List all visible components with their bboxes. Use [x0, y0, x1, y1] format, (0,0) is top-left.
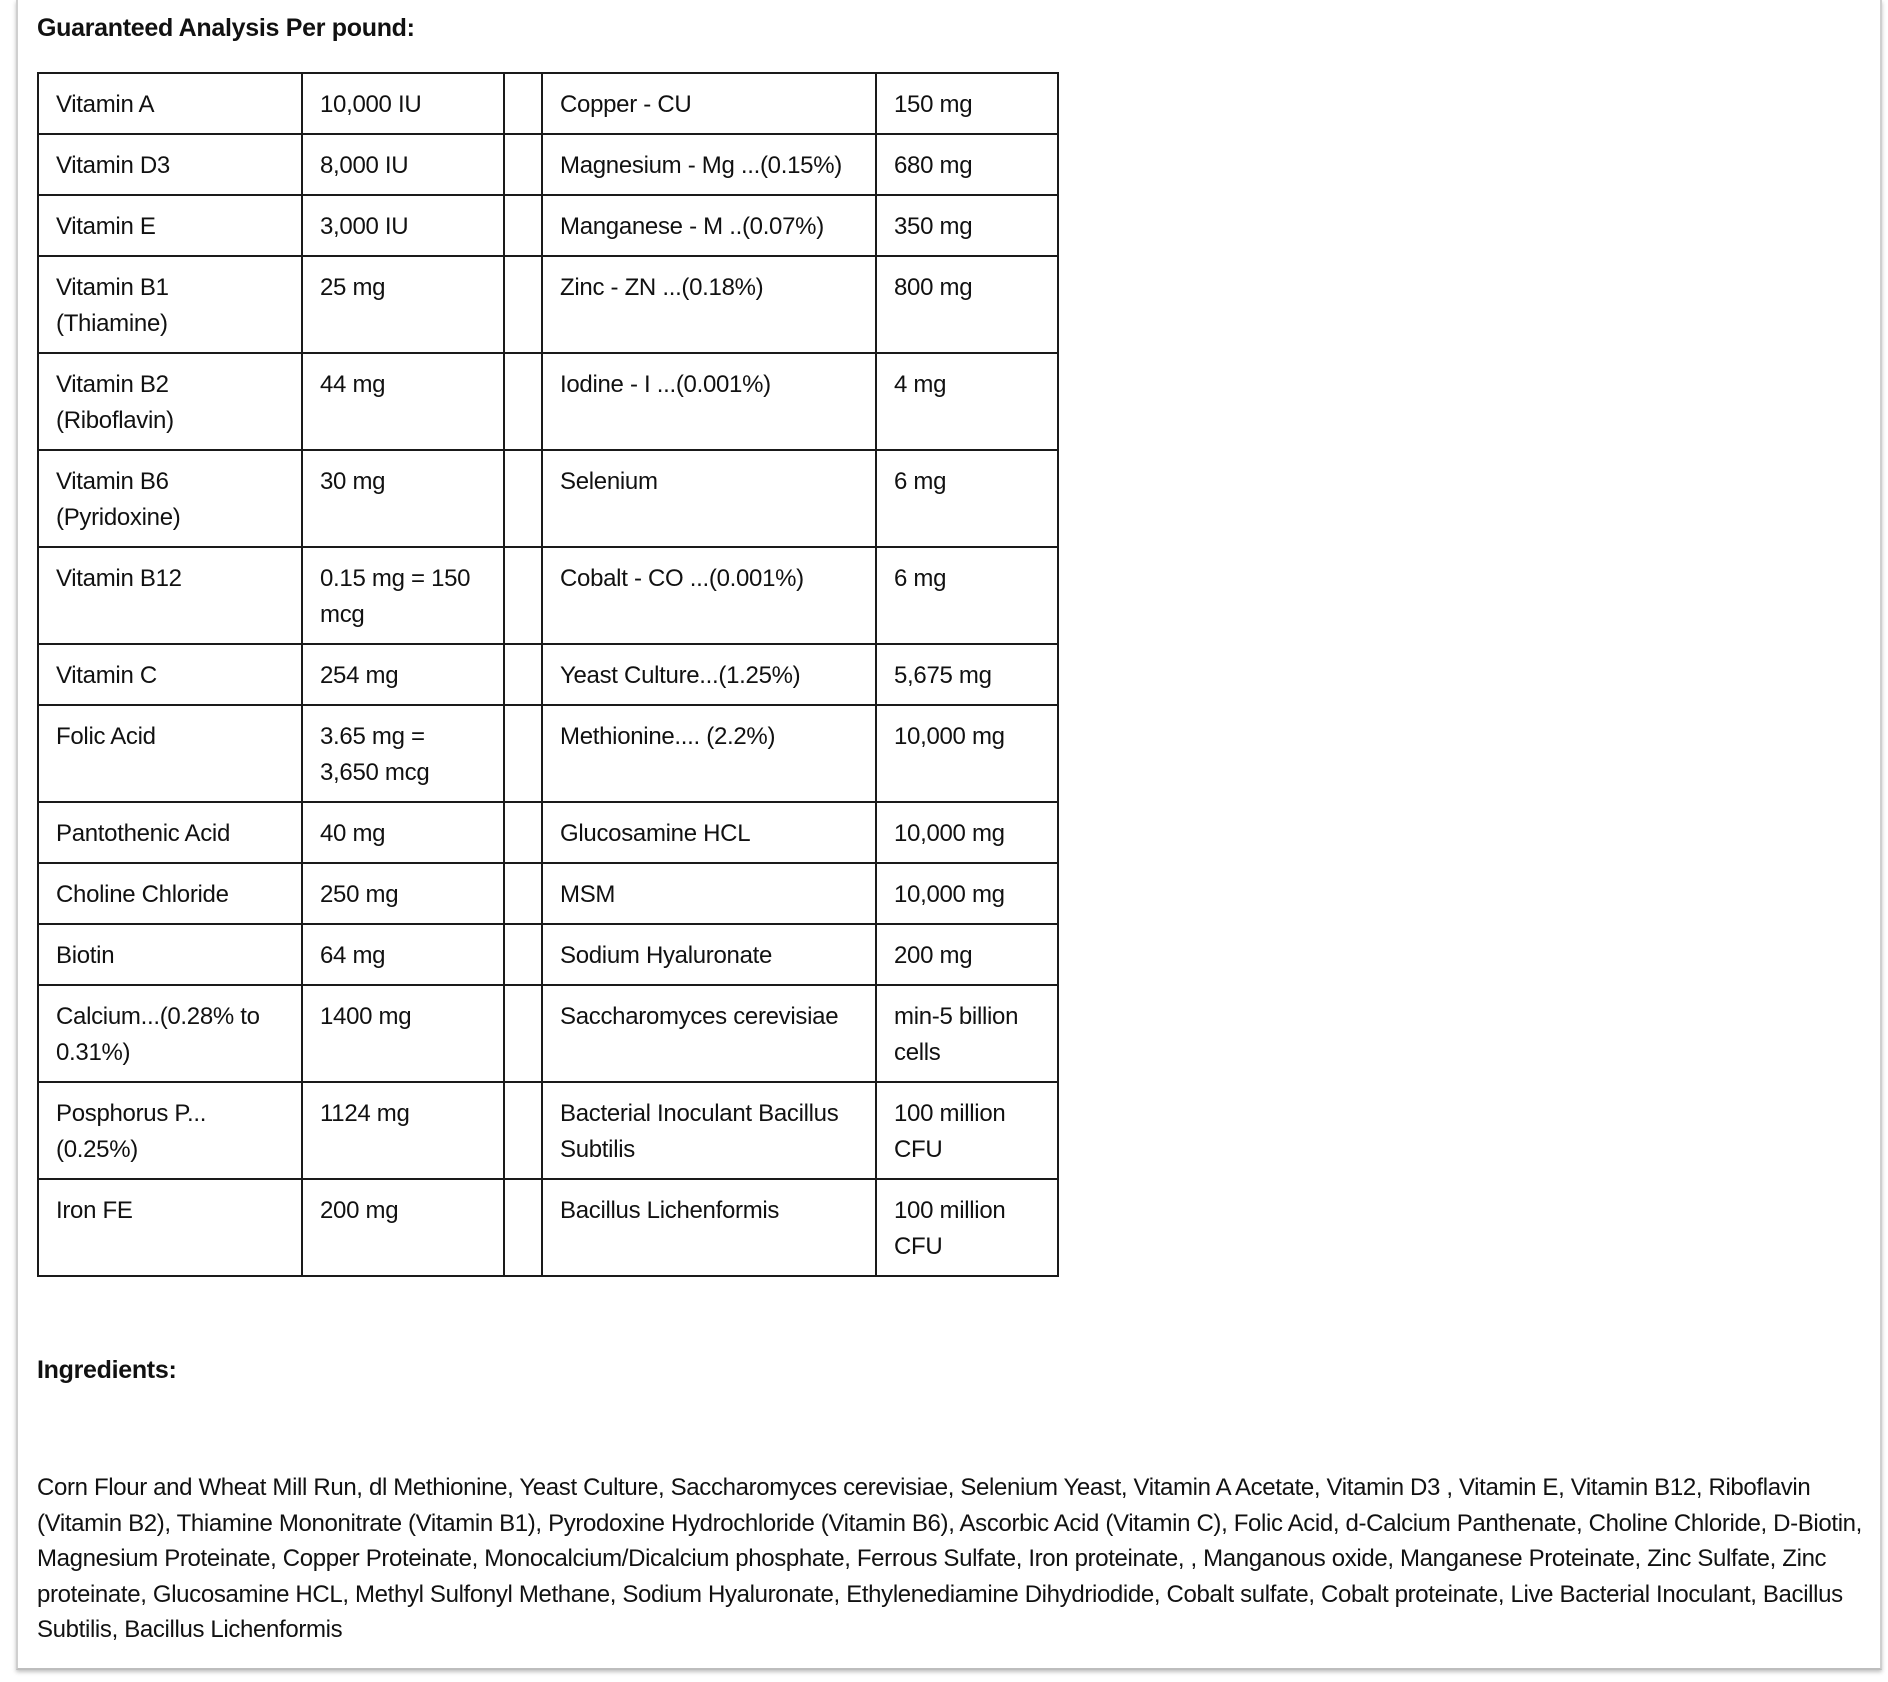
nutrient-amount: 6 mg	[876, 450, 1058, 547]
spacer-cell	[504, 134, 542, 195]
table-row	[38, 134, 1058, 195]
nutrient-name: Vitamin C	[38, 644, 302, 705]
analysis-title: Guaranteed Analysis Per pound:	[37, 14, 415, 42]
nutrient-amount: min-5 billion cells	[876, 985, 1058, 1082]
nutrient-amount: 250 mg	[302, 863, 504, 924]
spacer-cell	[504, 1082, 542, 1179]
table-row	[38, 1179, 1058, 1276]
ingredients-text: Corn Flour and Wheat Mill Run, dl Methionine, Yeast Culture, Saccharomyces cerevisiae, Selenium Yeast, Vitamin A Acetate, Vitamin D3 , Vitamin E, Vitamin B12, Riboflavin (Vitamin B2), Thiamine Mononitrate (Vitamin B1), Pyrodoxine Hydrochloride (Vitamin B6), Ascorbic Acid (Vitamin C), Folic Acid, d-Calcium Panthenate, Choline Chloride, D-Biotin, Magnesium Proteinate, Copper Proteinate, Monocalcium/Dicalcium phosphate, Ferrous Sulfate, Iron proteinate, , Manganous oxide, Manganese Proteinate, Zinc Sulfate, Zinc proteinate, Glucosamine HCL, Methyl Sulfonyl Methane, Sodium Hyaluronate, Ethylenediamine Dihydriodide, Cobalt sulfate, Cobalt proteinate, Live Bacterial Inoculant, Bacillus Subtilis, Bacillus Lichenformis	[37, 1474, 1862, 1643]
nutrient-amount: 800 mg	[876, 256, 1058, 353]
nutrient-name: Posphorus P... (0.25%)	[38, 1082, 302, 1179]
table-row	[38, 985, 1058, 1082]
nutrient-amount: 200 mg	[302, 1179, 504, 1276]
nutrient-amount: 30 mg	[302, 450, 504, 547]
nutrient-name: Saccharomyces cerevisiae	[542, 985, 876, 1082]
nutrient-amount: 64 mg	[302, 924, 504, 985]
nutrient-amount: 3,000 IU	[302, 195, 504, 256]
nutrient-name: Methionine.... (2.2%)	[542, 705, 876, 802]
nutrient-amount: 3.65 mg = 3,650 mcg	[302, 705, 504, 802]
nutrient-name: Vitamin A	[38, 73, 302, 134]
nutrient-name: Vitamin B6 (Pyridoxine)	[38, 450, 302, 547]
nutrient-amount: 40 mg	[302, 802, 504, 863]
nutrient-amount: 200 mg	[876, 924, 1058, 985]
table-row	[38, 924, 1058, 985]
nutrient-name: Folic Acid	[38, 705, 302, 802]
nutrient-amount: 10,000 IU	[302, 73, 504, 134]
nutrient-name: Vitamin B12	[38, 547, 302, 644]
nutrient-amount: 6 mg	[876, 547, 1058, 644]
table-row	[38, 1082, 1058, 1179]
nutrient-amount: 10,000 mg	[876, 802, 1058, 863]
nutrient-amount: 0.15 mg = 150 mcg	[302, 547, 504, 644]
nutrient-amount: 5,675 mg	[876, 644, 1058, 705]
nutrient-amount: 1400 mg	[302, 985, 504, 1082]
table-row	[38, 256, 1058, 353]
spacer-cell	[504, 547, 542, 644]
table-row	[38, 353, 1058, 450]
spacer-cell	[504, 802, 542, 863]
table-row	[38, 547, 1058, 644]
table-row	[38, 802, 1058, 863]
nutrient-amount: 4 mg	[876, 353, 1058, 450]
nutrient-name: Biotin	[38, 924, 302, 985]
nutrient-name: Calcium...(0.28% to 0.31%)	[38, 985, 302, 1082]
nutrient-amount: 1124 mg	[302, 1082, 504, 1179]
nutrient-name: Sodium Hyaluronate	[542, 924, 876, 985]
nutrient-name: Bacillus Lichenformis	[542, 1179, 876, 1276]
nutrient-name: Pantothenic Acid	[38, 802, 302, 863]
nutrient-name: Zinc - ZN ...(0.18%)	[542, 256, 876, 353]
nutrient-name: Magnesium - Mg ...(0.15%)	[542, 134, 876, 195]
spacer-cell	[504, 863, 542, 924]
nutrient-name: Yeast Culture...(1.25%)	[542, 644, 876, 705]
ingredients-title: Ingredients:	[37, 1356, 177, 1384]
spacer-cell	[504, 450, 542, 547]
spacer-cell	[504, 924, 542, 985]
nutrient-name: Vitamin D3	[38, 134, 302, 195]
nutrient-name: Vitamin B1 (Thiamine)	[38, 256, 302, 353]
nutrient-amount: 8,000 IU	[302, 134, 504, 195]
nutrient-name: Bacterial Inoculant Bacillus Subtilis	[542, 1082, 876, 1179]
analysis-table	[37, 72, 1059, 1277]
nutrient-amount: 350 mg	[876, 195, 1058, 256]
spacer-cell	[504, 985, 542, 1082]
table-row	[38, 644, 1058, 705]
nutrient-amount: 150 mg	[876, 73, 1058, 134]
nutrient-amount: 25 mg	[302, 256, 504, 353]
table-row	[38, 705, 1058, 802]
nutrient-name: Manganese - M ..(0.07%)	[542, 195, 876, 256]
nutrient-name: Vitamin B2 (Riboflavin)	[38, 353, 302, 450]
spacer-cell	[504, 644, 542, 705]
nutrient-name: Choline Chloride	[38, 863, 302, 924]
spacer-cell	[504, 256, 542, 353]
nutrient-amount: 44 mg	[302, 353, 504, 450]
nutrient-amount: 10,000 mg	[876, 863, 1058, 924]
spacer-cell	[504, 1179, 542, 1276]
nutrient-name: Cobalt - CO ...(0.001%)	[542, 547, 876, 644]
nutrient-amount: 254 mg	[302, 644, 504, 705]
spacer-cell	[504, 195, 542, 256]
spacer-cell	[504, 705, 542, 802]
nutrient-name: Iron FE	[38, 1179, 302, 1276]
nutrient-name: Copper - CU	[542, 73, 876, 134]
spacer-cell	[504, 353, 542, 450]
nutrient-name: Iodine - I ...(0.001%)	[542, 353, 876, 450]
nutrient-name: Glucosamine HCL	[542, 802, 876, 863]
nutrient-amount: 100 million CFU	[876, 1082, 1058, 1179]
nutrient-name: MSM	[542, 863, 876, 924]
nutrient-amount: 100 million CFU	[876, 1179, 1058, 1276]
table-row	[38, 195, 1058, 256]
nutrient-amount: 10,000 mg	[876, 705, 1058, 802]
table-row	[38, 450, 1058, 547]
spacer-cell	[504, 73, 542, 134]
nutrient-amount: 680 mg	[876, 134, 1058, 195]
nutrient-name: Vitamin E	[38, 195, 302, 256]
table-row	[38, 73, 1058, 134]
table-row	[38, 863, 1058, 924]
nutrient-name: Selenium	[542, 450, 876, 547]
